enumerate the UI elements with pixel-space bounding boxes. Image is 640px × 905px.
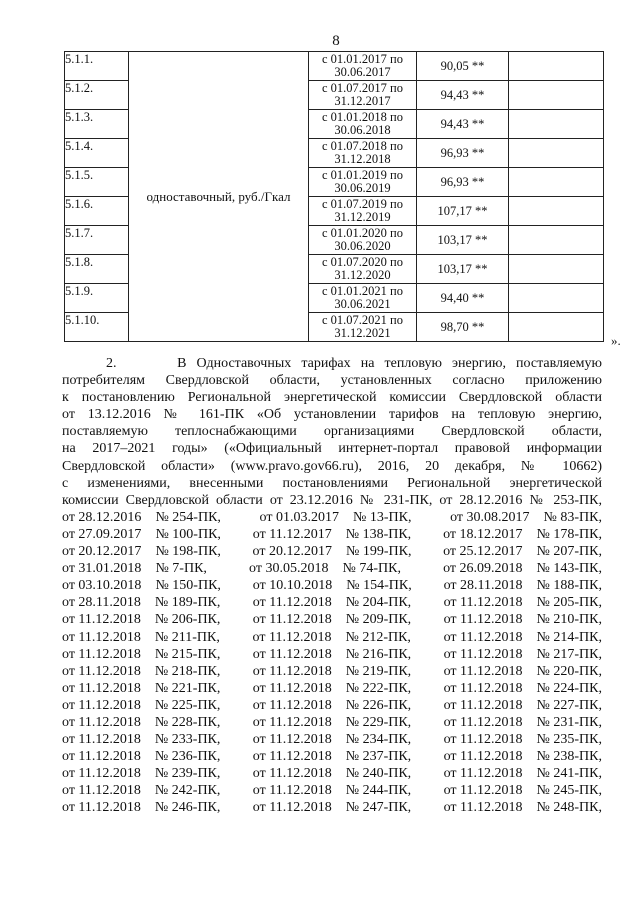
tariff-table	[64, 51, 604, 342]
reference-line	[62, 731, 602, 748]
resolution-reference	[444, 611, 602, 628]
resolution-reference	[253, 748, 411, 765]
resolution-number: № 150-ПК,	[155, 578, 221, 594]
resolution-date: от 20.12.2017	[252, 544, 332, 560]
resolution-number: № 210-ПК,	[536, 612, 602, 628]
resolution-number: № 235-ПК,	[536, 732, 602, 748]
reference-line	[62, 509, 602, 526]
resolution-number: № 138-ПК,	[345, 526, 412, 542]
tariff-value: 103,17 **	[417, 226, 509, 255]
period-line: с 01.07.2020 по	[322, 255, 403, 269]
resolution-number: № 226-ПК,	[345, 697, 412, 713]
resolution-reference	[253, 680, 411, 697]
resolution-number: № 100-ПК,	[155, 526, 221, 542]
resolution-number: № 233-ПК,	[154, 732, 221, 748]
resolution-reference	[253, 611, 411, 628]
resolution-date: от 11.12.2018	[62, 697, 141, 713]
resolution-reference	[62, 577, 221, 594]
resolution-number: № 216-ПК,	[345, 646, 412, 662]
resolution-reference	[444, 646, 602, 663]
row-number: 5.1.5.	[65, 168, 129, 197]
resolution-number: № 74-ПК,	[342, 561, 401, 577]
resolution-references	[62, 509, 602, 817]
resolution-date: от 11.12.2018	[252, 714, 332, 730]
resolution-number: № 248-ПК,	[536, 800, 602, 816]
tariff-table-body	[65, 52, 604, 342]
resolution-number: № 219-ПК,	[345, 663, 412, 679]
resolution-number: № 198-ПК,	[155, 544, 221, 560]
resolution-date: от 30.05.2018	[249, 561, 329, 577]
resolution-number: № 254-ПК,	[155, 509, 221, 525]
row-number: 5.1.10.	[65, 313, 129, 342]
resolution-number: № 207-ПК,	[536, 544, 602, 560]
row-number: 5.1.2.	[65, 81, 129, 110]
empty-cell	[509, 110, 604, 139]
resolution-date: от 11.12.2018	[252, 697, 332, 713]
reference-line	[62, 577, 602, 594]
reference-line	[62, 714, 602, 731]
resolution-reference	[253, 663, 411, 680]
reference-line	[62, 782, 602, 799]
resolution-reference	[444, 680, 602, 697]
period-line: 31.12.2017	[334, 94, 391, 108]
resolution-reference	[444, 765, 602, 782]
period-cell	[309, 168, 417, 197]
resolution-number: № 217-ПК,	[536, 646, 602, 662]
paragraph-line: от 13.12.2016 № 161-ПК «Об установлении тарифов на тепловую энергию,	[62, 407, 602, 423]
reference-line	[62, 611, 602, 628]
period-line: с 01.07.2018 по	[322, 139, 403, 153]
resolution-date: от 11.12.2018	[62, 714, 141, 730]
resolution-reference	[443, 560, 602, 577]
resolution-date: от 11.12.2018	[62, 680, 141, 696]
resolution-date: от 11.12.2018	[443, 766, 523, 782]
tariff-value: 94,43 **	[417, 110, 509, 139]
resolution-number: № 234-ПК,	[345, 732, 412, 748]
resolution-reference	[62, 731, 220, 748]
period-line: 31.12.2021	[334, 326, 391, 340]
resolution-date: от 11.12.2017	[252, 526, 332, 542]
closing-quote: ».	[611, 333, 621, 348]
empty-cell	[509, 139, 604, 168]
resolution-reference	[253, 526, 411, 543]
resolution-reference	[62, 629, 220, 646]
tariff-value: 96,93 **	[417, 139, 509, 168]
resolution-date: от 11.12.2018	[62, 663, 141, 679]
row-number: 5.1.4.	[65, 139, 129, 168]
period-line: 31.12.2018	[334, 152, 391, 166]
period-line: 31.12.2019	[334, 210, 391, 224]
resolution-reference	[62, 714, 220, 731]
resolution-number: № 189-ПК,	[154, 595, 221, 611]
resolution-reference	[253, 731, 411, 748]
resolution-reference	[62, 663, 220, 680]
resolution-date: от 27.09.2017	[62, 526, 142, 542]
resolution-reference	[62, 526, 221, 543]
resolution-reference	[253, 799, 411, 816]
resolution-number: № 224-ПК,	[536, 680, 602, 696]
empty-cell	[509, 197, 604, 226]
resolution-date: от 25.12.2017	[443, 544, 523, 560]
resolution-number: № 236-ПК,	[154, 749, 221, 765]
period-cell	[309, 226, 417, 255]
tariff-value: 96,93 **	[417, 168, 509, 197]
resolution-reference	[444, 714, 602, 731]
period-line: 30.06.2019	[334, 181, 391, 195]
reference-line	[62, 594, 602, 611]
resolution-number: № 211-ПК,	[154, 629, 220, 645]
tariff-value: 98,70 **	[417, 313, 509, 342]
resolution-date: от 01.03.2017	[259, 509, 339, 525]
paragraph-2	[62, 355, 602, 509]
resolution-number: № 209-ПК,	[345, 612, 412, 628]
reference-line	[62, 697, 602, 714]
resolution-date: от 11.12.2018	[62, 732, 141, 748]
resolution-number: № 83-ПК,	[543, 509, 602, 525]
period-cell	[309, 110, 417, 139]
resolution-reference	[444, 594, 602, 611]
paragraph-line: на 2017–2021 годы» («Официальный интернет-портал правовой информации	[62, 441, 602, 457]
paragraph-line: 2. В Одноставочных тарифах на тепловую энергию, поставляемую	[106, 356, 602, 371]
resolution-reference	[249, 560, 401, 577]
empty-cell	[509, 255, 604, 284]
period-line: 30.06.2021	[334, 297, 391, 311]
resolution-date: от 11.12.2018	[252, 663, 332, 679]
resolution-number: № 229-ПК,	[345, 714, 412, 730]
resolution-number: № 205-ПК,	[536, 595, 602, 611]
reference-line	[62, 629, 602, 646]
resolution-reference	[444, 629, 602, 646]
resolution-number: № 244-ПК,	[345, 783, 412, 799]
resolution-reference	[62, 594, 220, 611]
resolution-date: от 26.09.2018	[443, 561, 523, 577]
resolution-number: № 218-ПК,	[154, 663, 221, 679]
period-line: с 01.01.2021 по	[322, 284, 403, 298]
resolution-reference	[62, 697, 220, 714]
empty-cell	[509, 313, 604, 342]
resolution-date: от 11.12.2018	[252, 629, 332, 645]
period-cell	[309, 197, 417, 226]
tariff-value: 94,43 **	[417, 81, 509, 110]
period-line: 30.06.2020	[334, 239, 391, 253]
resolution-date: от 11.12.2018	[62, 646, 141, 662]
resolution-date: от 11.12.2018	[252, 612, 332, 628]
tariff-value: 107,17 **	[417, 197, 509, 226]
empty-cell	[509, 81, 604, 110]
row-number: 5.1.7.	[65, 226, 129, 255]
resolution-date: от 20.12.2017	[62, 544, 142, 560]
page-number: 8	[332, 33, 340, 49]
reference-line	[62, 646, 602, 663]
resolution-date: от 11.12.2018	[443, 749, 523, 765]
resolution-date: от 11.12.2018	[443, 697, 523, 713]
resolution-number: № 239-ПК,	[154, 766, 221, 782]
resolution-date: от 11.12.2018	[62, 612, 141, 628]
resolution-number: № 222-ПК,	[345, 680, 412, 696]
resolution-date: от 10.10.2018	[252, 578, 333, 594]
resolution-date: от 11.12.2018	[443, 646, 523, 662]
resolution-reference	[253, 577, 412, 594]
period-cell	[309, 52, 417, 81]
paragraph-line: к постановлению Региональной энергетической комиссии Свердловской области	[62, 390, 602, 406]
row-number: 5.1.1.	[65, 52, 129, 81]
reference-line	[62, 748, 602, 765]
resolution-reference	[62, 543, 221, 560]
resolution-number: № 245-ПК,	[536, 783, 602, 799]
resolution-date: от 11.12.2018	[443, 663, 523, 679]
resolution-reference	[62, 799, 220, 816]
resolution-number: № 212-ПК,	[345, 629, 411, 645]
period-cell	[309, 139, 417, 168]
resolution-number: № 13-ПК,	[352, 509, 412, 525]
reference-line	[62, 663, 602, 680]
resolution-number: № 221-ПК,	[154, 680, 221, 696]
resolution-date: от 11.12.2018	[443, 629, 523, 645]
empty-cell	[509, 226, 604, 255]
resolution-reference	[444, 663, 602, 680]
resolution-date: от 11.12.2018	[443, 783, 523, 799]
resolution-reference	[62, 782, 220, 799]
period-cell	[309, 255, 417, 284]
tariff-value: 90,05 **	[417, 52, 509, 81]
resolution-date: от 11.12.2018	[443, 612, 523, 628]
resolution-reference	[62, 646, 220, 663]
tariff-description: одноставочный, руб./Гкал	[129, 52, 309, 342]
period-line: с 01.07.2019 по	[322, 197, 403, 211]
resolution-number: № 178-ПК,	[536, 526, 602, 542]
resolution-date: от 30.08.2017	[450, 509, 530, 525]
resolution-number: № 247-ПК,	[345, 800, 412, 816]
row-number: 5.1.6.	[65, 197, 129, 226]
period-line: с 01.01.2018 по	[322, 110, 403, 124]
resolution-date: от 11.12.2018	[443, 732, 523, 748]
resolution-reference	[62, 748, 220, 765]
reference-line	[62, 560, 602, 577]
resolution-date: от 11.12.2018	[252, 749, 332, 765]
paragraph-line: с изменениями, внесенными постановлениями Региональной энергетической	[62, 475, 602, 491]
resolution-date: от 11.12.2018	[252, 732, 332, 748]
resolution-date: от 11.12.2018	[443, 800, 523, 816]
resolution-number: № 242-ПК,	[154, 783, 221, 799]
period-line: 31.12.2020	[334, 268, 391, 282]
period-cell	[309, 313, 417, 342]
paragraph-line: Свердловской области» (www.pravo.gov66.ru), 2016, 20 декабря, № 10662)	[62, 458, 602, 474]
resolution-reference	[253, 594, 411, 611]
period-line: с 01.07.2021 по	[322, 313, 403, 327]
resolution-number: № 7-ПК,	[155, 561, 207, 577]
tariff-value: 94,40 **	[417, 284, 509, 313]
resolution-date: от 11.12.2018	[252, 766, 332, 782]
resolution-reference	[444, 731, 602, 748]
resolution-date: от 03.10.2018	[62, 578, 142, 594]
resolution-date: от 11.12.2018	[62, 800, 141, 816]
resolution-number: № 225-ПК,	[154, 697, 221, 713]
reference-line	[62, 526, 602, 543]
resolution-date: от 11.12.2018	[443, 714, 523, 730]
resolution-reference	[253, 782, 411, 799]
resolution-reference	[253, 646, 411, 663]
resolution-reference	[62, 611, 220, 628]
period-cell	[309, 81, 417, 110]
resolution-number: № 214-ПК,	[536, 629, 602, 645]
resolution-number: № 241-ПК,	[536, 766, 602, 782]
resolution-reference	[443, 526, 602, 543]
resolution-date: от 28.12.2016	[62, 509, 142, 525]
resolution-number: № 237-ПК,	[345, 749, 412, 765]
body-text	[62, 355, 602, 817]
resolution-number: № 238-ПК,	[536, 749, 602, 765]
resolution-reference	[443, 543, 602, 560]
resolution-reference	[444, 697, 602, 714]
resolution-number: № 240-ПК,	[345, 766, 412, 782]
period-line: с 01.01.2017 по	[322, 52, 403, 66]
resolution-reference	[253, 697, 411, 714]
reference-line	[62, 765, 602, 782]
resolution-date: от 11.12.2018	[443, 595, 523, 611]
tariff-value: 103,17 **	[417, 255, 509, 284]
period-line: 30.06.2018	[334, 123, 391, 137]
paragraph-line: комиссии Свердловской области от 23.12.2016 № 231-ПК, от 28.12.2016 № 253-ПК,	[62, 492, 602, 508]
row-number: 5.1.9.	[65, 284, 129, 313]
resolution-date: от 11.12.2018	[252, 800, 332, 816]
resolution-date: от 28.11.2018	[443, 578, 523, 594]
row-number: 5.1.8.	[65, 255, 129, 284]
period-cell	[309, 284, 417, 313]
empty-cell	[509, 52, 604, 81]
resolution-number: № 206-ПК,	[154, 612, 221, 628]
resolution-date: от 11.12.2018	[252, 680, 332, 696]
empty-cell	[509, 168, 604, 197]
resolution-reference	[253, 629, 411, 646]
resolution-date: от 31.01.2018	[62, 561, 142, 577]
period-line: с 01.07.2017 по	[322, 81, 403, 95]
resolution-number: № 246-ПК,	[154, 800, 221, 816]
period-line: 30.06.2017	[334, 65, 391, 79]
resolution-date: от 11.12.2018	[62, 629, 141, 645]
resolution-date: от 11.12.2018	[252, 783, 332, 799]
resolution-number: № 204-ПК,	[345, 595, 412, 611]
resolution-number: № 228-ПК,	[154, 714, 221, 730]
resolution-number: № 143-ПК,	[536, 561, 602, 577]
resolution-number: № 231-ПК,	[536, 714, 602, 730]
resolution-reference	[450, 509, 602, 526]
resolution-number: № 199-ПК,	[345, 544, 412, 560]
resolution-date: от 18.12.2017	[443, 526, 523, 542]
resolution-number: № 227-ПК,	[536, 697, 602, 713]
resolution-date: от 11.12.2018	[62, 783, 141, 799]
resolution-number: № 220-ПК,	[536, 663, 602, 679]
resolution-reference	[253, 765, 411, 782]
paragraph-line: поставляемую теплоснабжающими организациями Свердловской области,	[62, 424, 602, 440]
resolution-number: № 188-ПК,	[536, 578, 602, 594]
resolution-reference	[253, 543, 412, 560]
paragraph-line: потребителям Свердловской области, установленных согласно приложению	[62, 373, 602, 389]
reference-line	[62, 680, 602, 697]
resolution-reference	[62, 765, 220, 782]
resolution-reference	[444, 799, 602, 816]
resolution-reference	[444, 782, 602, 799]
resolution-reference	[62, 509, 221, 526]
resolution-date: от 11.12.2018	[252, 595, 332, 611]
resolution-date: от 28.11.2018	[62, 595, 141, 611]
resolution-number: № 154-ПК,	[346, 578, 412, 594]
reference-line	[62, 543, 602, 560]
resolution-reference	[444, 748, 602, 765]
resolution-date: от 11.12.2018	[62, 749, 141, 765]
resolution-date: от 11.12.2018	[62, 766, 141, 782]
resolution-reference	[253, 714, 411, 731]
resolution-reference	[62, 680, 220, 697]
empty-cell	[509, 284, 604, 313]
resolution-reference	[260, 509, 412, 526]
resolution-date: от 11.12.2018	[443, 680, 523, 696]
row-number: 5.1.3.	[65, 110, 129, 139]
resolution-date: от 11.12.2018	[252, 646, 332, 662]
period-line: с 01.01.2019 по	[322, 168, 403, 182]
resolution-reference	[62, 560, 207, 577]
table-row	[65, 52, 604, 81]
period-line: с 01.01.2020 по	[322, 226, 403, 240]
reference-line	[62, 799, 602, 816]
resolution-number: № 215-ПК,	[154, 646, 221, 662]
resolution-reference	[444, 577, 602, 594]
